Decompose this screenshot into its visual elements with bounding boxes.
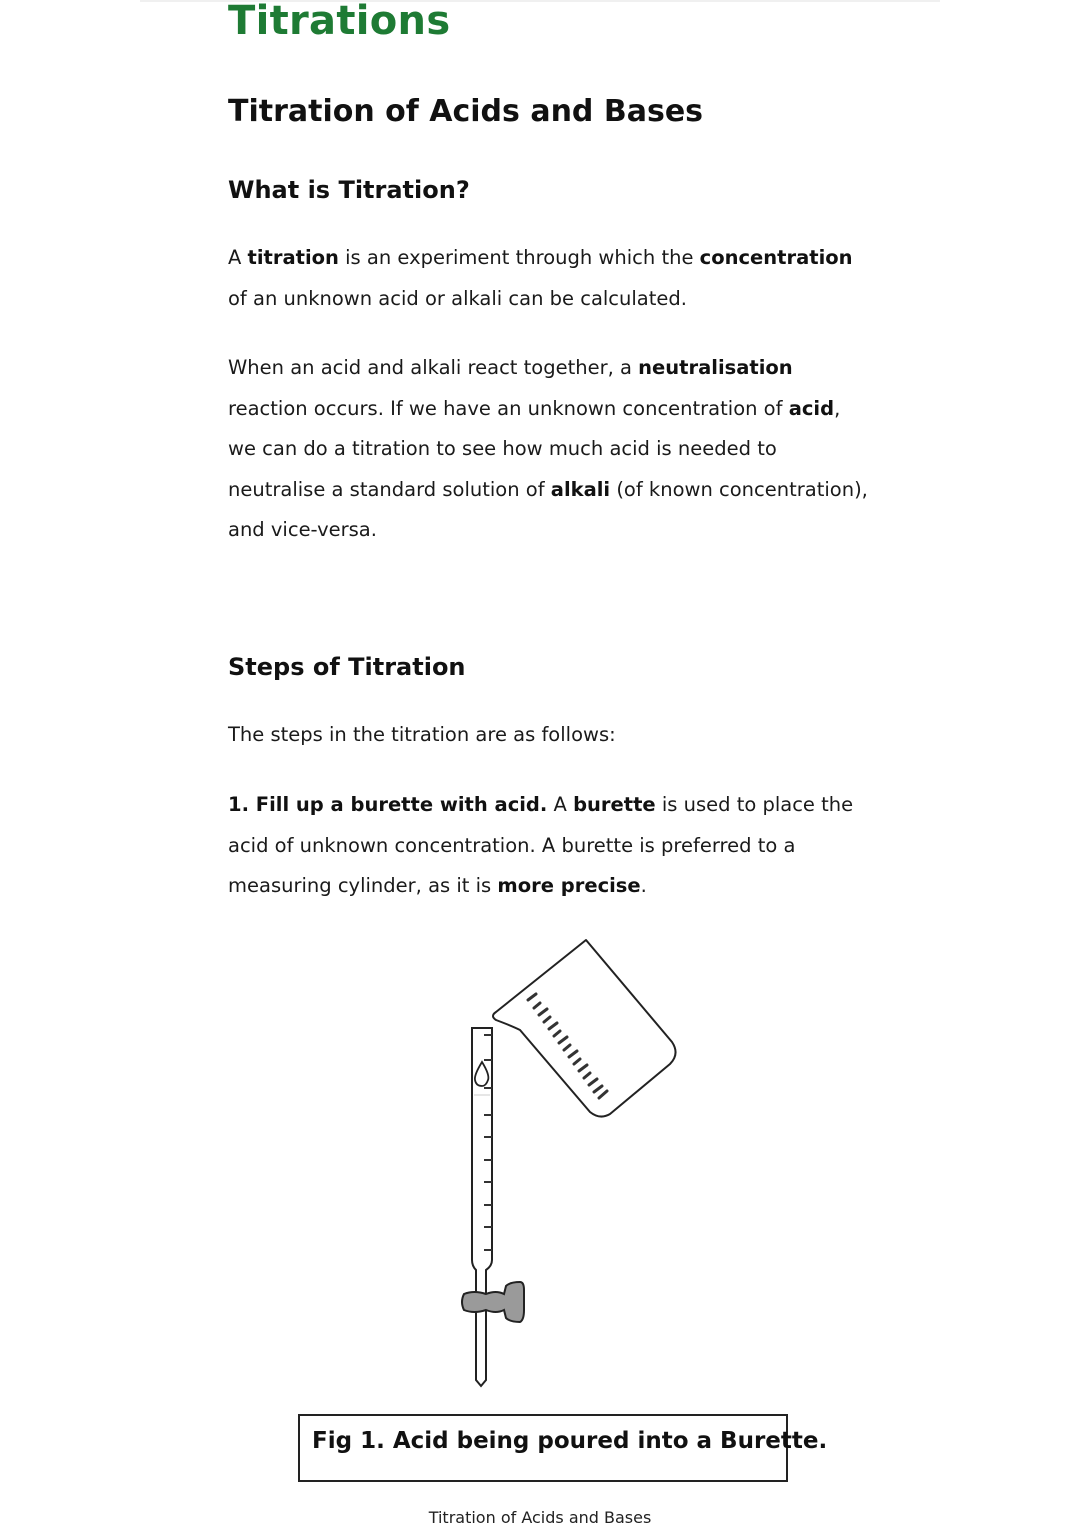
text: (of known concentration), and vice-versa. — [228, 477, 868, 541]
text: is used to place the acid of unknown concentration. A burette is preferred to a measuring cylinder, as it is — [228, 793, 854, 897]
figure-caption-box — [298, 1414, 828, 1482]
page-subtitle: Titration of Acids and Bases — [228, 94, 704, 129]
paragraph-definition — [228, 238, 868, 319]
text: is an experiment through which the — [338, 246, 700, 269]
text: reaction occurs. If we have an unknown concentration of — [228, 396, 789, 420]
stopcock-icon — [462, 1282, 524, 1322]
step-title: 1. Fill up a burette with acid. — [228, 793, 548, 816]
section-heading-steps: Steps of Titration — [228, 653, 466, 681]
beaker-icon — [493, 940, 676, 1117]
text: of an unknown acid or alkali can be calculated. — [228, 286, 687, 310]
bold-term: burette — [573, 793, 656, 816]
page-title: Titrations — [228, 0, 451, 44]
text: A — [228, 246, 248, 269]
text: When an acid and alkali react together, a — [228, 356, 639, 379]
steps-intro: The steps in the titration are as follows: — [228, 723, 616, 746]
text: A — [547, 793, 574, 816]
bold-term: acid — [788, 396, 835, 420]
bold-term: neutralisation — [638, 356, 793, 379]
bold-term: concentration — [699, 246, 853, 269]
bold-term: more precise — [497, 874, 641, 897]
footer-text: Titration of Acids and Bases — [428, 1508, 652, 1527]
text: . — [640, 874, 647, 897]
paragraph-neutralisation — [228, 348, 868, 551]
bold-term: titration — [247, 246, 339, 269]
figure-burette-illustration — [440, 930, 700, 1390]
section-heading-what-is-titration: What is Titration? — [228, 176, 470, 204]
bold-term: alkali — [550, 477, 611, 501]
figure-caption: Fig 1. Acid being poured into a Burette. — [312, 1428, 828, 1454]
text: , we can do a titration to see how much acid is needed to neutralise a standard solution of — [228, 396, 841, 501]
step-1 — [228, 785, 868, 907]
